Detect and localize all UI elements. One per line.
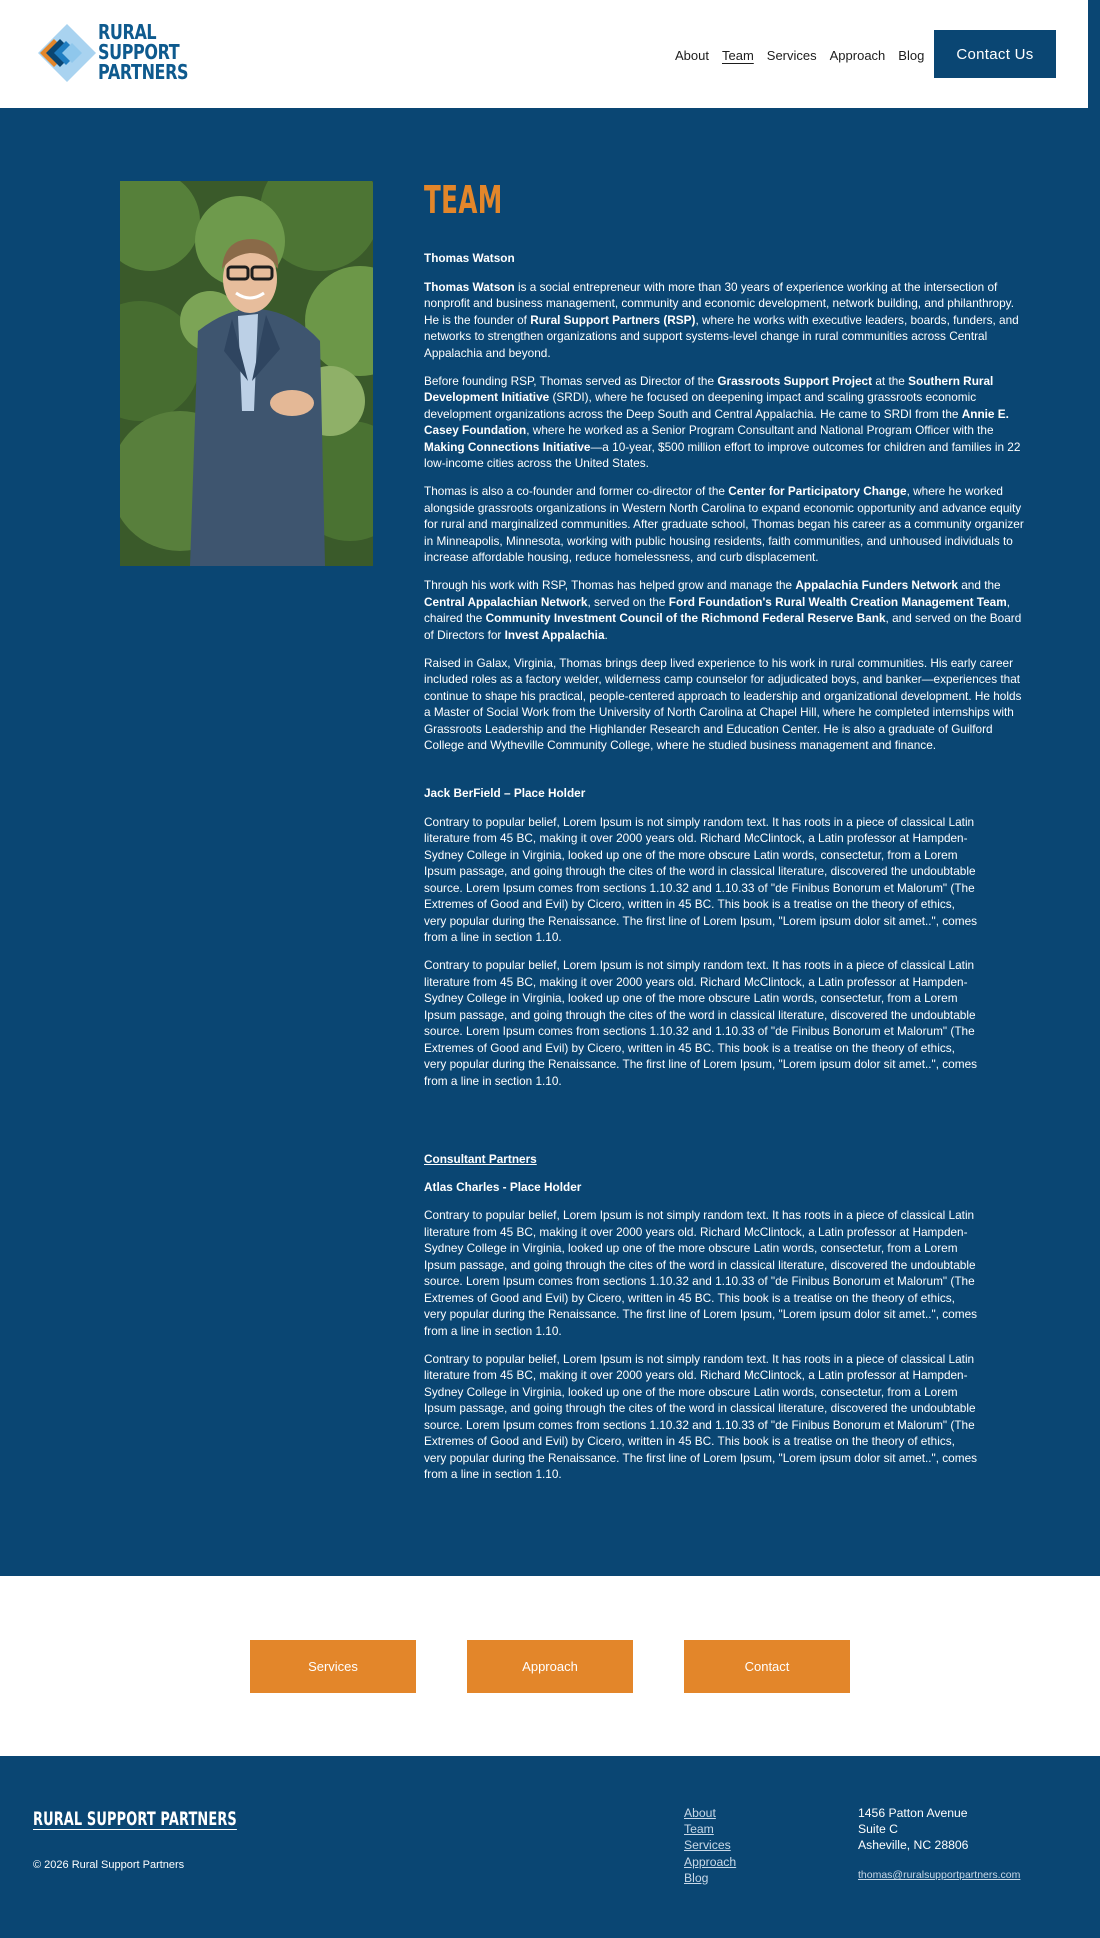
spacer bbox=[424, 765, 1024, 785]
footer-nav-blog[interactable]: Blog bbox=[684, 1870, 709, 1885]
jack-paragraph-1: Contrary to popular belief, Lorem Ipsum is not simply random text. It has roots in a piece of classical Latin literature from 45 BC, making it over 2000 years old. Richard McClintock, a Latin professor at Hampden-Sydney College in Virginia, looked up one of the more obscure Latin words, consectetur, from a Lorem Ipsum passage, and going through the cites of the word in classical literature, discovered the undoubtable source. Lorem Ipsum comes from sections 1.10.32 and 1.10.33 of "de Finibus Bonorum et Malorum" (The Extremes of Good and Evil) by Cicero, written in 45 BC. This book is a treatise on the theory of ethics, very popular during the Renaissance. The first line of Lorem Ipsum, "Lorem ipsum dolor sit amet..", comes from a line in section 1.10. bbox=[424, 814, 978, 944]
jack-paragraph-2: Contrary to popular belief, Lorem Ipsum is not simply random text. It has roots in a piece of classical Latin literature from 45 BC, making it over 2000 years old. Richard McClintock, a Latin professor at Hampden-Sydney College in Virginia, looked up one of the more obscure Latin words, consectetur, from a Lorem Ipsum passage, and going through the cites of the word in classical literature, discovered the undoubtable source. Lorem Ipsum comes from sections 1.10.32 and 1.10.33 of "de Finibus Bonorum et Malorum" (The Extremes of Good and Evil) by Cicero, written in 45 BC. This book is a treatise on the theory of ethics, very popular during the Renaissance. The first line of Lorem Ipsum, "Lorem ipsum dolor sit amet..", comes from a line in section 1.10. bbox=[424, 958, 978, 1088]
bold-text: Grassroots Support Project bbox=[717, 373, 873, 388]
bold-text: Thomas Watson bbox=[424, 279, 515, 294]
member-name-thomas: Thomas Watson bbox=[424, 251, 515, 265]
bold-text: Southern Rural Development Initiative bbox=[424, 373, 994, 404]
spacer bbox=[424, 1101, 1024, 1151]
nav-approach[interactable]: Approach bbox=[829, 48, 886, 63]
logo-line-3: PARTNERS bbox=[98, 60, 189, 84]
bold-text: Annie E. Casey Foundation bbox=[424, 406, 1009, 437]
bio-paragraph-5: Raised in Galax, Virginia, Thomas brings deep lived experience to his work in rural communities. His early career included roles as a factory welder, wilderness camp counselor for adjudicated boys, and banker—experiences that continue to shape his practical, people-centered approach to leadership and organizational development. He holds a Master of Social Work from the University of North Carolina at Chapel Hill, where he completed internships with Grassroots Leadership and the Highlander Research and Education Center. He is also a graduate of Guilford College and Wytheville Community College, where he studied business management and finance. bbox=[424, 655, 1022, 752]
bold-text: Center for Participatory Change bbox=[728, 484, 907, 498]
bold-text: Ford Foundation's Rural Wealth Creation Management Team bbox=[668, 594, 1007, 609]
scrollbar[interactable] bbox=[1088, 0, 1100, 108]
services-button[interactable]: Services bbox=[250, 1640, 416, 1693]
bio-paragraph-2: Before founding RSP, Thomas served as Director of the Grassroots Support Project at the Southern Rural Development Initiative (SRDI), where he focused on deepening impact and scaling grassroots economic development organizations across the Deep South and Central Appalachia. He came to SRDI from the Annie E. Casey Foundation, where he worked as a Senior Program Consultant and National Program Officer with the Making Connections Initiative—a 10-year, $500 million effort to improve outcomes for children and families in 22 low-income cities across the United States. bbox=[424, 373, 1021, 470]
bold-text: Community Investment Council of the Richmond Federal Reserve Bank bbox=[485, 611, 886, 625]
contact-button[interactable]: Contact bbox=[684, 1640, 850, 1693]
bold-text: Appalachia Funders Network bbox=[795, 578, 958, 592]
footer-nav-services[interactable]: Services bbox=[684, 1838, 731, 1853]
bold-text: Making Connections Initiative bbox=[424, 439, 591, 454]
atlas-paragraph-2: Contrary to popular belief, Lorem Ipsum is not simply random text. It has roots in a piece of classical Latin literature from 45 BC, making it over 2000 years old. Richard McClintock, a Latin professor at Hampden-Sydney College in Virginia, looked up one of the more obscure Latin words, consectetur, from a Lorem Ipsum passage, and going through the cites of the word in classical literature, discovered the undoubtable source. Lorem Ipsum comes from sections 1.10.32 and 1.10.33 of "de Finibus Bonorum et Malorum" (The Extremes of Good and Evil) by Cicero, written in 45 BC. This book is a treatise on the theory of ethics, very popular during the Renaissance. The first line of Lorem Ipsum, "Lorem ipsum dolor sit amet..", comes from a line in section 1.10. bbox=[424, 1351, 978, 1481]
logo-line-1: RURAL bbox=[98, 20, 157, 44]
site-header bbox=[0, 0, 1088, 108]
site-logo[interactable] bbox=[36, 20, 189, 86]
team-section bbox=[0, 108, 1100, 1576]
main-nav bbox=[675, 47, 937, 67]
consultant-partners-heading: Consultant Partners bbox=[424, 1151, 537, 1166]
page-title: TEAM bbox=[424, 178, 503, 222]
nav-about[interactable]: About bbox=[675, 48, 709, 63]
atlas-paragraph-1: Contrary to popular belief, Lorem Ipsum is not simply random text. It has roots in a piece of classical Latin literature from 45 BC, making it over 2000 years old. Richard McClintock, a Latin professor at Hampden-Sydney College in Virginia, looked up one of the more obscure Latin words, consectetur, from a Lorem Ipsum passage, and going through the cites of the word in classical literature, discovered the undoubtable source. Lorem Ipsum comes from sections 1.10.32 and 1.10.33 of "de Finibus Bonorum et Malorum" (The Extremes of Good and Evil) by Cicero, written in 45 BC. This book is a treatise on the theory of ethics, very popular during the Renaissance. The first line of Lorem Ipsum, "Lorem ipsum dolor sit amet..", comes from a line in section 1.10. bbox=[424, 1208, 978, 1338]
member-name-jack: Jack BerField – Place Holder bbox=[424, 786, 586, 800]
footer-nav-approach[interactable]: Approach bbox=[684, 1854, 737, 1869]
team-photo bbox=[120, 181, 373, 566]
bio-paragraph-1: Thomas Watson is a social entrepreneur with more than 30 years of experience working at the intersection of nonprofit and business management, community and economic development, network building, and philanthropy. He is the founder of Rural Support Partners (RSP), where he works with executive leaders, boards, funders, and networks to strengthen organizations and support systems-level change in rural communities across Central Appalachia and beyond. bbox=[424, 279, 1019, 360]
footer-nav bbox=[684, 1805, 736, 1886]
contact-us-button[interactable]: Contact Us bbox=[934, 30, 1056, 78]
cta-band bbox=[0, 1576, 1100, 1756]
logo-text bbox=[98, 20, 189, 84]
footer-address bbox=[858, 1805, 968, 1854]
address-line-2: Suite C bbox=[858, 1822, 898, 1837]
bold-text: Invest Appalachia bbox=[504, 627, 605, 642]
address-line-3: Asheville, NC 28806 bbox=[858, 1838, 969, 1853]
logo-line-2: SUPPORT bbox=[98, 40, 180, 64]
logo-diamond-icon bbox=[36, 22, 98, 84]
portrait-illustration bbox=[120, 181, 373, 566]
address-line-1: 1456 Patton Avenue bbox=[858, 1806, 968, 1820]
copyright: © 2026 Rural Support Partners bbox=[33, 1859, 185, 1871]
bio-paragraph-3: Thomas is also a co-founder and former co-director of the Center for Participatory Change, where he worked alongside grassroots organizations in Western North Carolina to expand economic opportunity and advance equity for rural and marginalized communities. After graduate school, Thomas began his career as a community organizer in Minneapolis, Minnesota, working with public housing residents, faith communities, and unhoused individuals to increase affordable housing, reduce homelessness, and curb displacement. bbox=[424, 484, 1024, 564]
nav-blog[interactable]: Blog bbox=[898, 48, 925, 63]
approach-button[interactable]: Approach bbox=[467, 1640, 633, 1693]
nav-services[interactable]: Services bbox=[766, 48, 817, 63]
nav-team[interactable]: Team bbox=[721, 48, 754, 63]
footer-nav-team[interactable]: Team bbox=[684, 1822, 714, 1837]
footer-nav-about[interactable]: About bbox=[684, 1806, 716, 1820]
footer-brand-link[interactable]: RURAL SUPPORT PARTNERS bbox=[33, 1808, 237, 1830]
site-footer bbox=[0, 1756, 1100, 1938]
bold-text: Rural Support Partners (RSP) bbox=[530, 312, 696, 327]
footer-email-link[interactable]: thomas@ruralsupportpartners.com bbox=[858, 1869, 1021, 1881]
bio-paragraph-4: Through his work with RSP, Thomas has helped grow and manage the Appalachia Funders Network and the Central Appalachian Network, served on the Ford Foundation's Rural Wealth Creation Management Team, chaired the Community Investment Council of the Richmond Federal Reserve Bank, and served on the Board of Directors for Invest Appalachia. bbox=[424, 578, 1022, 642]
member-name-atlas: Atlas Charles - Place Holder bbox=[424, 1179, 582, 1194]
bold-text: Central Appalachian Network bbox=[424, 594, 588, 609]
team-content bbox=[424, 178, 1024, 1494]
